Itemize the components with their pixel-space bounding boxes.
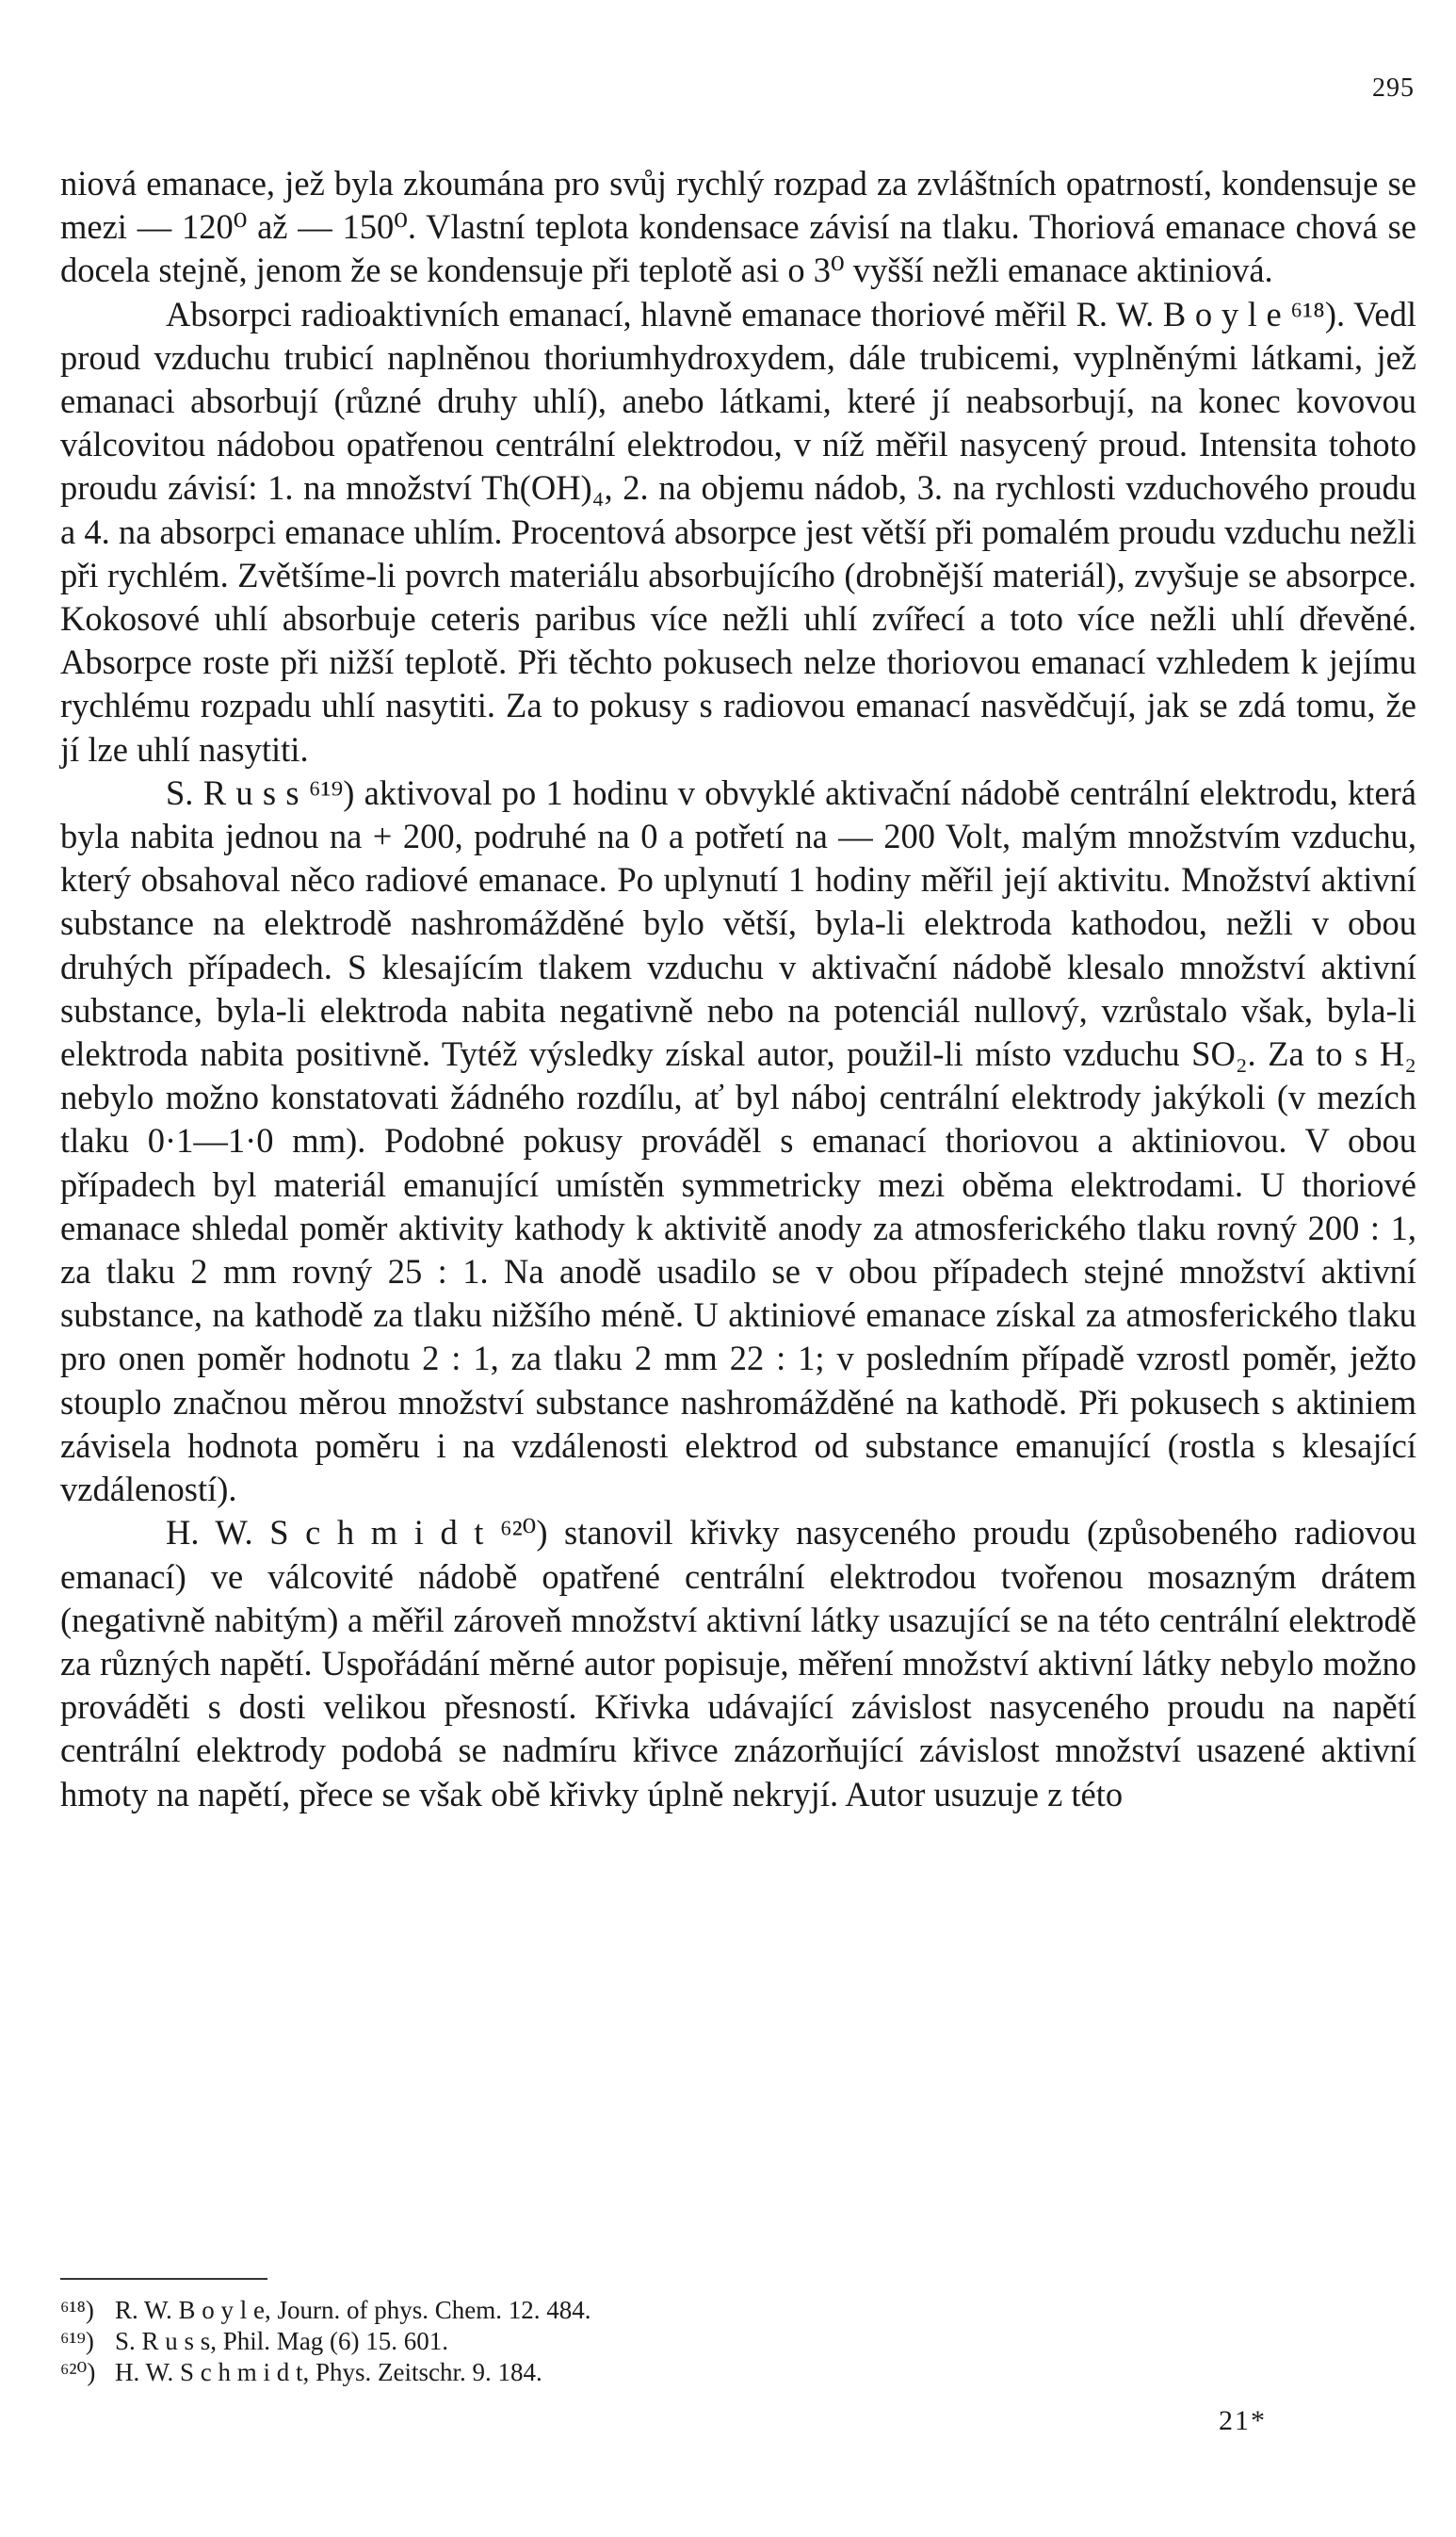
- footnote-620: [60, 2357, 1190, 2388]
- footnote-mark: ⁶²⁰): [60, 2358, 96, 2386]
- paragraph-schmidt-krivky: H. W. S c h m i d t ⁶²⁰) stanovil křivky nasyceného proudu (způsobeného radiovou emanací) ve válcovité nádobě opatřené centrální elektrodou tvořenou mosazným drátem (negativně nabitým) a měřil zároveň množství aktivní látky usazující se na této centrální elektrodě za různých napětí. Uspořádání měrné autor popisuje, měření množství aktivní látky nebylo možno prováděti s dosti velikou přesností. Křivka udávající závislost nasyceného proudu na napětí centrální elektrody podobá se nadmíru křivce znázorňující závislost množství usazené aktivní hmoty na napětí, přece se však obě křivky úplně nekryjí. Autor usuzuje z této: [60, 1513, 1416, 1813]
- page-number: 295: [1372, 73, 1415, 103]
- footnote-text: R. W. B o y l e, Journ. of phys. Chem. 12. 484.: [115, 2296, 591, 2324]
- footnotes: [60, 2295, 1190, 2388]
- footnote-619: [60, 2326, 1190, 2357]
- footnote-text: S. R u s s, Phil. Mag (6) 15. 601.: [115, 2327, 449, 2355]
- paragraph-boyle-absorpce: Absorpci radioaktivních emanací, hlavně emanace thoriové měřil R. W. B o y l e ⁶¹⁸). Vedl proud vzduchu trubicí naplněnou thoriumhydroxydem, dále trubicemi, vyplněnými látkami, jež emanaci absorbují (různé druhy uhlí), anebo látkami, které jí neabsorbují, na konec kovovou válcovitou nádobou opatřenou centrální elektrodou, v níž měřil nasycený proud. Intensita tohoto proudu závisí: 1. na množství Th(OH)₄, 2. na objemu nádob, 3. na rychlosti vzduchového proudu a 4. na absorpci emanace uhlím. Procentová absorpce jest větší při pomalém proudu vzduchu nežli při rychlém. Zvětšíme-li povrch materiálu absorbujícího (drobnější materiál), zvyšuje se absorpce. Kokosové uhlí absorbuje ceteris paribus více nežli uhlí zvířecí a toto více nežli uhlí dřevěné. Absorpce roste při nižší teplotě. Při těchto pokusech nelze thoriovou emanací vzhledem k jejímu rychlému rozpadu uhlí nasytiti. Za to pokusy s radiovou emanací nasvědčují, jak se zdá tomu, že jí lze uhlí nasytiti.: [60, 294, 1416, 769]
- paragraph-emanace-kondensace: niová emanace, jež byla zkoumána pro svůj rychlý rozpad za zvláštních opatrností, kondensuje se mezi — 120⁰ až — 150⁰. Vlastní teplota kondensace závisí na tlaku. Thoriová emanace chová se docela stejně, jenom že se kondensuje při teplotě asi o 3⁰ vyšší nežli emanace aktiniová.: [60, 164, 1416, 290]
- paragraph-russ-aktivace: S. R u s s ⁶¹⁹) aktivoval po 1 hodinu v obvyklé aktivační nádobě centrální elektrodu, která byla nabita jednou na + 200, podruhé na 0 a potřetí na — 200 Volt, malým množstvím vzduchu, který obsahoval něco radiové emanace. Po uplynutí 1 hodiny měřil její aktivitu. Množství aktivní substance na elektrodě nashromážděné bylo větší, byla-li elektroda kathodou, nežli v obou druhých případech. S klesajícím tlakem vzduchu v aktivační nádobě klesalo množství aktivní substance, byla-li elektroda nabita negativně nebo na potenciál nullový, vzrůstalo však, byla-li elektroda nabita positivně. Tytéž výsledky získal autor, použil-li místo vzduchu SO₂. Za to s H₂ nebylo možno konstatovati žádného rozdílu, ať byl náboj centrální elektrody jakýkoli (v mezích tlaku 0·1—1·0 mm). Podobné pokusy prováděl s emanací thoriovou a aktiniovou. V obou případech byl materiál emanující umístěn symmetricky mezi oběma elektrodami. U thoriové emanace shledal poměr aktivity kathody k aktivitě anody za atmosferického tlaku rovný 200 : 1, za tlaku 2 mm rovný 25 : 1. Na anodě usadilo se v obou případech stejné množství aktivní substance, na kathodě za tlaku nižšího méně. U aktiniové emanace získal za atmosferického tlaku pro onen poměr hodnotu 2 : 1, za tlaku 2 mm 22 : 1; v posledním případě vzrostl poměr, ježto stouplo značnou měrou množství substance nashromážděné na kathodě. Při pokusech s aktiniem závisela hodnota poměru i na vzdálenosti elektrod od substance emanující (rostla s klesající vzdáleností).: [60, 772, 1416, 1509]
- footnote-mark: ⁶¹⁹): [60, 2327, 94, 2355]
- footnote-divider: [60, 2278, 267, 2280]
- body-text: [60, 162, 1416, 1816]
- footnote-mark: ⁶¹⁸): [60, 2296, 94, 2324]
- footnote-text: H. W. S c h m i d t, Phys. Zeitschr. 9. 184.: [115, 2358, 542, 2386]
- footnote-618: [60, 2295, 1190, 2326]
- printer-signature-mark: 21*: [1219, 2405, 1267, 2436]
